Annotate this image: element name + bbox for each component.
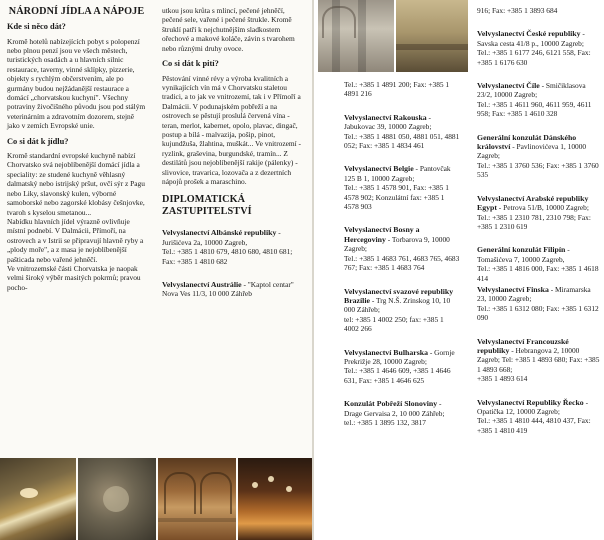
- embassy-address: - Miramarska 23, 10000 Zagreb;: [477, 284, 591, 304]
- embassy-contact: Tel.: +385 1 4578 901, Fax: +385 1 4578 902; Konzulátní fax: +385 1 4578 903: [344, 183, 449, 212]
- embassy-name: Velvyslanectví Arabské republiky Egypt: [477, 193, 589, 213]
- embassy-contact: Tel.: +385 1 4810 679, 4810 680, 4810 681; Fax: +385 1 4810 682: [162, 247, 293, 266]
- embassy-name: Velvyslanectví Albánské republiky: [162, 228, 277, 238]
- embassy-name: Generální konzulát Dánského království: [477, 132, 577, 152]
- embassy-contact-continued: 916; Fax: +385 1 3893 684: [477, 6, 558, 15]
- embassy-address: - Pavlinovićeva 1, 10000 Zagreb;: [477, 142, 587, 161]
- embassy-entry: [162, 280, 305, 299]
- embassy-address: - Torbarova 9, 10000 Zagreb;: [344, 234, 450, 254]
- embassy-address: - Opatička 12, 10000 Zagreb;: [477, 397, 589, 416]
- photo-golden-sand: [0, 458, 76, 540]
- embassy-entry: [477, 285, 601, 323]
- embassy-contact: tel.: +385 1 3895 132, 3817: [344, 417, 426, 427]
- embassy-contact: Tel.: +385 1 4810 444, 4810 437, Fax: +385 1 4810 419: [477, 416, 591, 435]
- embassy-entry: [344, 399, 460, 427]
- embassy-entry: [344, 164, 460, 211]
- embassy-entry: [344, 225, 460, 272]
- embassy-contact: Tel.: +385 1 4816 000, Fax: +385 1 4618 414: [477, 264, 599, 283]
- embassy-name: Velvyslanectví Finska: [477, 284, 549, 294]
- embassy-name: Generální konzulát Filipín: [477, 245, 566, 255]
- paragraph-wines: Pěstování vinné révy a výroba kvalitních a vynikajících vín má v Chorvatsku staletou tradici, a to jak ve vnitrozemí, tak i v Přímoří a Dalmácii. V podunajském pobřeží a na ostrovech se pěstují prosluĺá červená vína - teran, merlot, kabernet, opolo, plavac, dingač, postup a bílá - malvazija, pošip, pinot, kujundžuša, žlahtina, muškát... Ve vnitrozemí - ryzlink, graševina, burgundské, tramín... Z destilátů jsou nejoblíbenější rakije (pálenky) - slivovice, travarica, lozovača a z dezertních nápojů prošek a maraschino.: [162, 73, 302, 186]
- embassy-contact: Tel.: +385 1 3760 536; Fax: +385 1 3760 535: [477, 160, 599, 180]
- embassy-entry: [477, 81, 601, 119]
- embassy-name: Velvyslanectví Austrálie: [162, 280, 242, 290]
- embassy-name: Velvyslanectví Rakouska: [344, 112, 427, 122]
- photo-candle-lights: [238, 458, 312, 540]
- embassy-name: Velvyslanectví svazové republiky Brazílie: [344, 286, 454, 305]
- embassy-address: - Tomašićeva 7, 10000 Zagreb,: [477, 245, 570, 264]
- embassy-address: - Trg N.Š. Zrinskog 10, 10 000 Záhřeb;: [344, 295, 451, 315]
- embassy-entry: [344, 348, 460, 386]
- embassy-name: Velvyslanectví Belgie: [344, 164, 414, 174]
- embassy-address: - Jabukovac 39, 10000 Zagreb;: [344, 112, 432, 132]
- embassy-entry: [477, 29, 601, 67]
- embassy-contact: tel: +385 1 4002 250; fax: +385 1 4002 266: [344, 314, 444, 334]
- embassy-name: Velvyslanectví Francouzské republiky: [477, 336, 569, 355]
- paragraph-desserts: utkou jsou krůta s mlincí, pečené jehněčí, pečené sele, vařené i pečené štrukle. Kromě štruklí patří k nejchutnějším sladkostem ořechové a makové koláče, závin s tvarohem nebo různými druhy ovoce.: [162, 6, 295, 53]
- embassy-address: - Smičiklasova 23/2, 10000 Zagreb;: [477, 81, 586, 100]
- paragraph-restaurants: Kromě hotelů nabízejících pobyt s polopenzí nebo plnou penzí jsou ve všech městech, turistických osadách a u hlavních silnic restaurace, taverny, vinné sklípky, pizzerie, objekty s rychlým občerstvením, ale po gurmány budou nejžádanější restaurace a domácí „chorvatskou kuchyní". Všechny potraviny živočišného původu jsou pod stálým veterinárním a zdravotním dozorem, stejně jako v zemích Evropské unie.: [7, 36, 146, 131]
- section-title-food: NÁRODNÍ JÍDLA A NÁPOJE: [8, 6, 145, 17]
- embassy-contact: Tel.: +385 1 4646 609, +385 1 4646 631, Fax: +385 1 4646 625: [344, 366, 451, 385]
- embassy-address: - Savska cesta 41/8 p., 10000 Zagreb;: [477, 29, 585, 48]
- embassy-address: - Gornje Prekrižje 28, 10000 Zagreb;: [344, 347, 455, 366]
- column-a: [7, 6, 146, 298]
- embassy-entry: [477, 398, 601, 436]
- photo-stone-columns: [318, 0, 394, 72]
- photo-stone-bowl: [78, 458, 156, 540]
- photo-cloister-arches: [158, 458, 236, 540]
- paragraph-main-dishes: Nabídku hlavních jídel výrazně ovlivňuje místní podnebí. V Dalmácii, Přímoří, na ostrovech a v Istrii se připravují hlavně ryby a „plody moře", a z masa je nejoblíbenější pašticada nebo vařené jehněčí.: [7, 216, 144, 264]
- embassy-contact: +385 1 4893 614: [477, 374, 528, 384]
- embassy-address: - Drage Gervaisa 2, 10 000 Záhřeb;: [344, 399, 445, 418]
- embassy-contact-continued: Tel.: +385 1 4891 200; Fax: +385 1 4891 216: [344, 80, 450, 99]
- embassy-name: Konzulát Pobřeží Slonoviny: [344, 399, 438, 409]
- embassy-contact: Tel.: +385 1 6177 246, 6121 558, Fax: +385 1 6176 630: [477, 48, 591, 67]
- embassy-address: - Hebrangova 2, 10000 Zagreb; Tel: +385 1 4893 680; Fax: +385 1 4893 668;: [477, 345, 600, 374]
- embassy-contact: Tel.: +385 1 4881 050, 4881 051, 4881 052; Fax: +385 1 4834 461: [344, 131, 460, 151]
- embassy-name: Velvyslanectví Bosny a Hercegoviny: [344, 225, 420, 244]
- embassy-address: - Jurišićeva 2a, 10000 Zagreb,: [162, 228, 281, 247]
- embassy-address: - Pantovčak 125 B 1, 10000 Zagreb;: [344, 164, 451, 183]
- paragraph-inland-dishes: Ve vnitrozemské části Chorvatska je naopak velmi široký výběr masitých pokrmů; pravou pocho-: [7, 263, 141, 292]
- embassy-entry: [162, 228, 305, 266]
- question-what-to-drink: Co si dát k pití?: [162, 59, 219, 69]
- embassy-entry: [477, 133, 601, 180]
- photo-church-facade: [396, 0, 468, 72]
- section-title-embassies: DIPLOMATICKÁ ZASTUPITELSTVÍ: [162, 194, 252, 218]
- embassy-entry: [477, 337, 601, 384]
- embassy-entry: [344, 113, 460, 151]
- embassy-name: Velvyslanectví Republiky Řecko: [477, 397, 584, 407]
- embassy-entry: [344, 287, 460, 334]
- question-what-to-eat: Co si dát k jídlu?: [7, 136, 69, 146]
- embassy-name: Velvyslanectví Bulharska: [344, 347, 428, 357]
- embassy-contact: Tel.: +385 1 2310 781, 2310 798; Fax: +385 1 2310 619: [477, 212, 591, 231]
- embassy-address: - "Kaptol centar" Nova Ves 11/3, 10 000 Záhřeb: [162, 280, 294, 299]
- embassy-name: Velvyslanectví Číle: [477, 81, 540, 91]
- embassy-contact: Tel.: +385 1 4611 960, 4611 959, 4611 958; Fax: +385 1 4610 328: [477, 99, 592, 119]
- embassy-address: - Petrova 51/B, 10000 Zagreb;: [496, 203, 589, 213]
- embassy-contact: Tel.: +385 1 4683 761, 4683 765, 4683 767; Fax: +385 1 4683 764: [344, 253, 460, 273]
- column-d: [477, 6, 601, 449]
- paragraph-cuisine: Kromě standardní evropské kuchyně nabízí Chorvatsko svá nejoblíbenější domácí jídla a speciality: ze studené kuchyně věhlasný dalmatský nebo istrijský pršut, ovčí sýr z Pagu nebo Liky, slavonský kulen, výborné samoborské nebo zagorské klobásy češnjovke, tvaroh s kyselou smetanou...: [7, 151, 145, 217]
- embassy-entry: [477, 245, 601, 283]
- embassy-name: Velvyslanectví České republiky: [477, 29, 581, 39]
- embassy-contact: Tel.: +385 1 6312 080; Fax: +385 1 6312 090: [477, 303, 599, 323]
- column-b: [162, 6, 305, 313]
- embassy-entry: [477, 194, 601, 232]
- question-where-to-eat: Kde si něco dát?: [7, 22, 66, 31]
- column-c: [344, 80, 460, 441]
